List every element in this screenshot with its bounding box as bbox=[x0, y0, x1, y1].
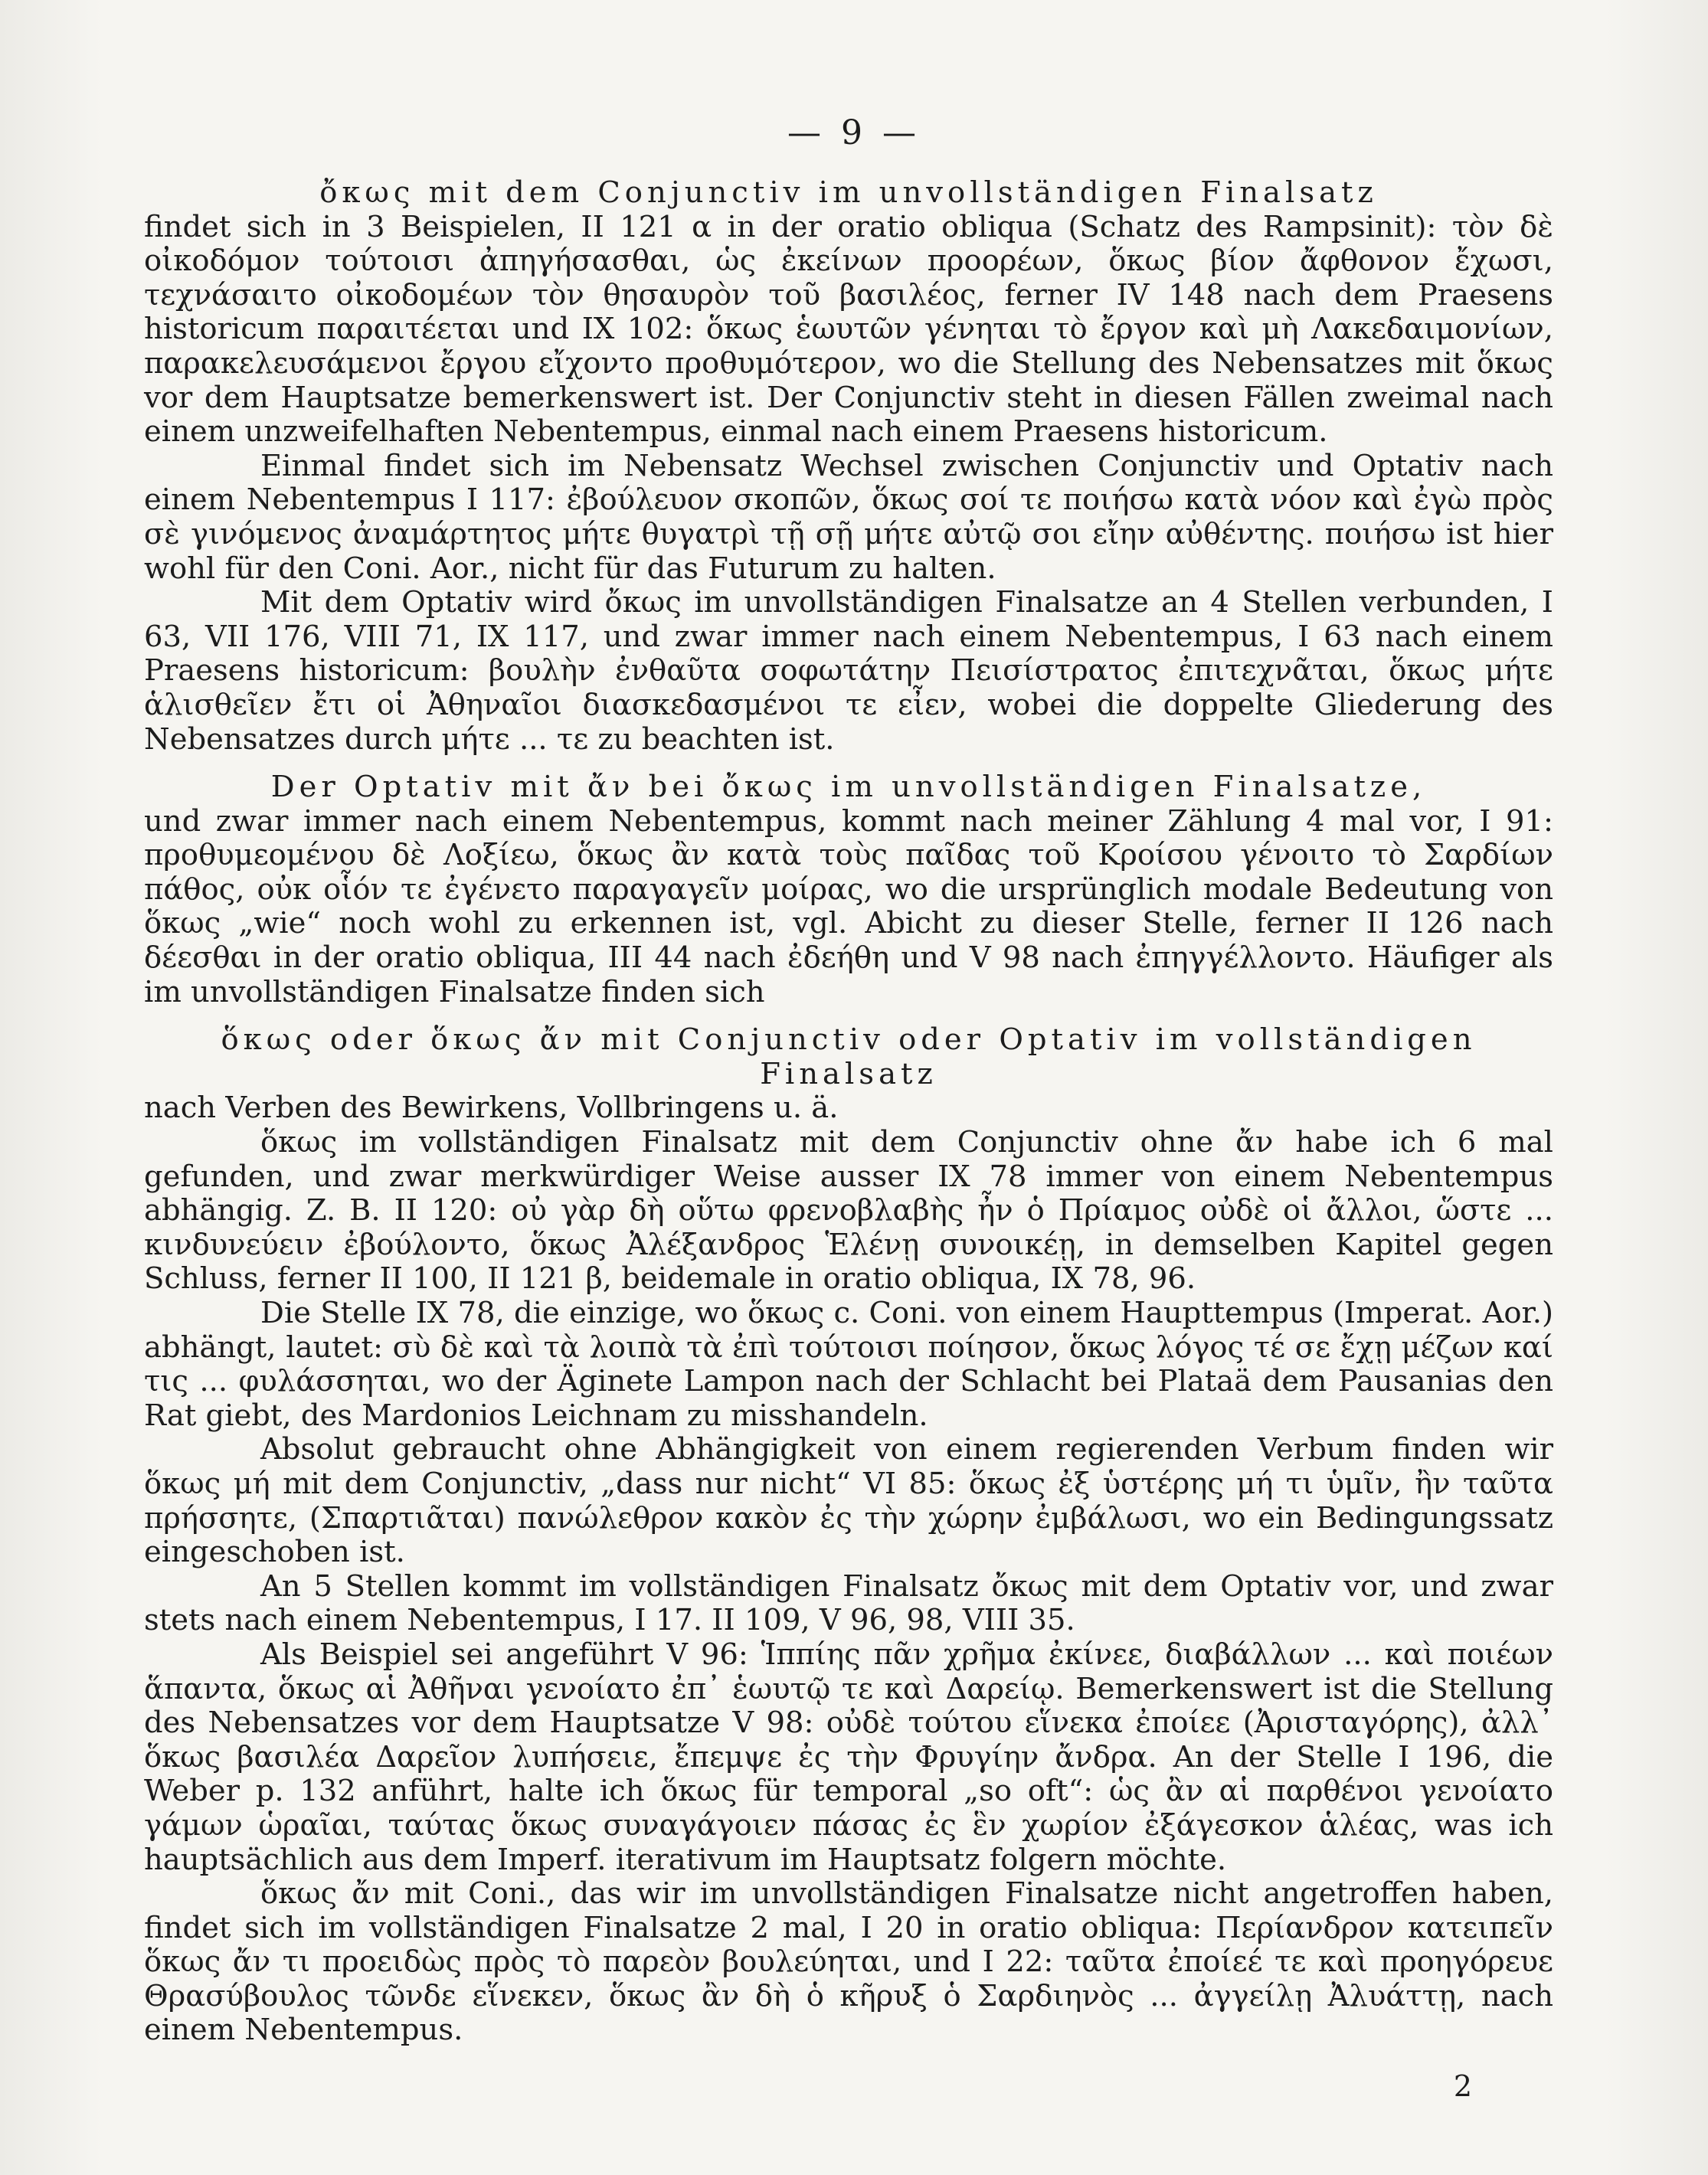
paragraph: nach Verben des Bewirkens, Vollbringens u. ä. bbox=[144, 1091, 839, 1126]
paragraph: Mit dem Optativ wird ὄκως im unvollständigen Finalsatze an 4 Stellen verbunden, I 63, VII 176, VIII 71, IX 117, und zwar immer nach einem Nebentempus, I 63 nach einem Praesens historicum: βουλὴν ἐνθαῦτα σοφωτάτην Πεισίστρατος ἐπιτεχνᾶται, ὅκως μήτε ἁλισθεῖεν ἔτι οἱ Ἀθηναῖοι διασκεδασμένοι τε εἶεν, wobei die doppelte Gliederung des Nebensatzes durch μήτε ... τε zu beachten ist. bbox=[144, 585, 1553, 757]
paragraph: Als Beispiel sei angeführt V 96: Ἱππίης πᾶν χρῆμα ἐκίνεε, διαβάλλων ... καὶ ποιέων ἅπαντα, ὅκως αἱ Ἀθῆναι γενοίατο ἐπ᾽ ἑωυτῷ τε καὶ Δαρείῳ. Bemerkenswert ist die Stellung des Nebensatzes vor dem Hauptsatze V 98: οὐδὲ τούτου εἵνεκα ἐποίεε (Ἀρισταγόρης), ἀλλ᾽ ὅκως βασιλέα Δαρεῖον λυπήσειε, ἔπεμψε ἐς τὴν Φρυγίην ἄνδρα. An der Stelle I 196, die Weber p. 132 anführt, halte ich ὅκως für temporal „so oft“: ὡς ἂν αἱ παρθένοι γενοίατο γάμων ὡραῖαι, ταύτας ὅκως συναγάγοιεν πάσας ἐς ἓν χωρίον ἐξάγεσκον ἁλέας, was ich hauptsächlich aus dem Imperf. iterativum im Hauptsatz folgern möchte. bbox=[144, 1637, 1553, 1877]
paragraph: und zwar immer nach einem Nebentempus, kommt nach meiner Zählung 4 mal vor, I 91: προθυμεομένου δὲ Λοξίεω, ὅκως ἂν κατὰ τοὺς παῖδας τοῦ Κροίσου γένοιτο τὸ Σαρδίων πάθος, οὐκ οἷόν τε ἐγένετο παραγαγεῖν μοίρας, wo die ursprünglich modale Bedeutung von ὅκως „wie“ noch wohl zu erkennen ist, vgl. Abicht zu dieser Stelle, ferner II 126 nach δέεσθαι in der oratio obliqua, III 44 nach ἐδεήθη und V 98 nach ἐπηγγέλλοντο. Häufiger als im unvollständigen Finalsatze finden sich bbox=[144, 803, 1553, 1009]
paragraph: Absolut gebraucht ohne Abhängigkeit von einem regierenden Verbum finden wir ὅκως μή mit dem Conjunctiv, „dass nur nicht“ VI 85: ὅκως ἐξ ὑστέρης μή τι ὑμῖν, ἢν ταῦτα πρήσσητε, (Σπαρτιᾶται) πανώλεθρον κακὸν ἐς τὴν χώρην ἐμβάλωσι, wo ein Bedingungssatz eingeschoben ist. bbox=[144, 1432, 1553, 1570]
paragraph: An 5 Stellen kommt im vollständigen Finalsatz ὄκως mit dem Optativ vor, und zwar stets nach einem Nebentempus, I 17. II 109, V 96, 98, VIII 35. bbox=[144, 1568, 1553, 1638]
signature-mark: 2 bbox=[1453, 2069, 1472, 2103]
section-heading: ὄκως mit dem Conjunctiv im unvollständigen Finalsatz bbox=[319, 175, 1378, 210]
body-text bbox=[144, 176, 1553, 2048]
section-heading: Der Optativ mit ἄν bei ὄκως im unvollständigen Finalsatze, bbox=[270, 770, 1427, 805]
paragraph: ὅκως ἄν mit Coni., das wir im unvollständigen Finalsatze nicht angetroffen haben, findet sich im vollständigen Finalsatze 2 mal, I 20 in oratio obliqua: Περίανδρον κατειπεῖν ὅκως ἄν τι προειδὼς πρὸς τὸ παρεὸν βουλεύηται, und I 22: ταῦτα ἐποίεέ τε καὶ προηγόρευε Θρασύβουλος τῶνδε εἵνεκεν, ὅκως ἂν δὴ ὁ κῆρυξ ὁ Σαρδιηνὸς ... ἀγγείλῃ Ἀλυάττῃ, nach einem Nebentempus. bbox=[144, 1876, 1553, 2048]
section-heading: ὅκως oder ὅκως ἄν mit Conjunctiv oder Optativ im vollständigen Finalsatz bbox=[221, 1022, 1477, 1091]
paragraph: Die Stelle IX 78, die einzige, wo ὅκως c. Coni. von einem Haupttempus (Imperat. Aor.) abhängt, lautet: σὺ δὲ καὶ τὰ λοιπὰ τὰ ἐπὶ τούτοισι ποίησον, ὅκως λόγος τέ σε ἔχῃ μέζων καί τις ... φυλάσσηται, wo der Äginete Lampon nach der Schlacht bei Plataä dem Pausanias den Rat giebt, des Mardonios Leichnam zu misshandeln. bbox=[144, 1296, 1553, 1433]
page-number: — 9 — bbox=[787, 113, 921, 152]
paragraph: ὅκως im vollständigen Finalsatz mit dem Conjunctiv ohne ἄν habe ich 6 mal gefunden, und zwar merkwürdiger Weise ausser IX 78 immer von einem Nebentempus abhängig. Z. B. II 120: οὐ γὰρ δὴ οὕτω φρενοβλαβὴς ἦν ὁ Πρίαμος οὐδὲ οἱ ἄλλοι, ὥστε ... κινδυνεύειν ἐβούλοντο, ὅκως Ἀλέξανδρος Ἑλένῃ συνοικέῃ, in demselben Kapitel gegen Schluss, ferner II 100, II 121 β, beidemale in oratio obliqua, IX 78, 96. bbox=[144, 1125, 1553, 1297]
paragraph: Einmal findet sich im Nebensatz Wechsel zwischen Conjunctiv und Optativ nach einem Nebentempus I 117: ἐβούλευον σκοπῶν, ὅκως σοί τε ποιήσω κατὰ νόον καὶ ἐγὼ πρὸς σὲ γινόμενος ἀναμάρτητος μήτε θυγατρὶ τῇ σῇ μήτε αὐτῷ σοι εἴην αὐθέντης. ποιήσω ist hier wohl für den Coni. Aor., nicht für das Futurum zu halten. bbox=[144, 448, 1553, 586]
paragraph: findet sich in 3 Beispielen, II 121 α in der oratio obliqua (Schatz des Rampsinit): τὸν δὲ οἰκοδόμον τούτοισι ἀπηγήσασθαι, ὡς ἐκείνων προορέων, ὅκως βίον ἄφθονον ἔχωσι, τεχνάσαιτο οἰκοδομέων τὸν θησαυρὸν τοῦ βασιλέος, ferner IV 148 nach dem Praesens historicum παραιτέεται und IX 102: ὅκως ἑωυτῶν γένηται τὸ ἔργον καὶ μὴ Λακεδαιμονίων, παρακελευσάμενοι ἔργου εἴχοντο προθυμότερον, wo die Stellung des Nebensatzes mit ὅκως vor dem Hauptsatze bemerkenswert ist. Der Conjunctiv steht in diesen Fällen zweimal nach einem unzweifelhaften Nebentempus, einmal nach einem Praesens historicum. bbox=[144, 209, 1553, 450]
